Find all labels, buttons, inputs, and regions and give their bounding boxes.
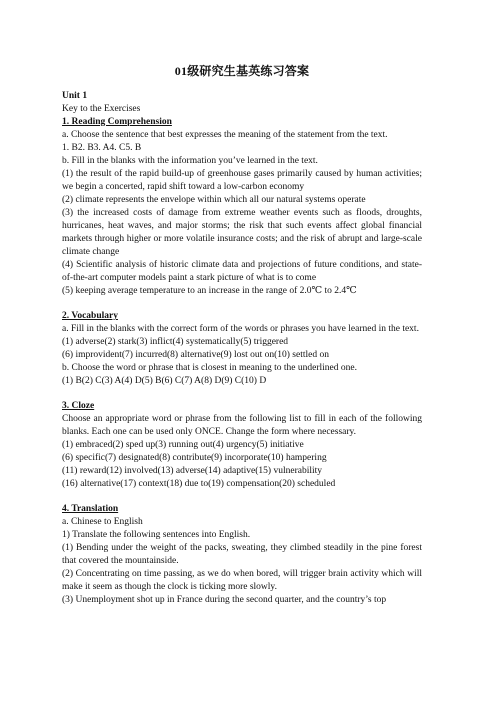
answer-line: (16) alternative(17) context(18) due to(19) compensation(20) scheduled	[62, 479, 336, 489]
section-heading-vocabulary: 2. Vocabulary	[62, 311, 118, 321]
instruction-a: a. Chinese to English	[62, 517, 143, 527]
cloze-instruction: Choose an appropriate word or phrase from the following list to fill in each of the following blanks. Each one can be used only ONCE. Change the form where necessary.	[62, 414, 422, 437]
answer-paragraph: (4) Scientific analysis of historic climate data and projections of future conditions, and state-of-the-art computer models paint a stark picture of what is to come	[62, 260, 422, 283]
unit-heading: Unit 1	[62, 91, 88, 101]
key-label: Key to the Exercises	[62, 104, 141, 114]
answer-line: 1. B2. B3. A4. C5. B	[62, 143, 142, 153]
answer-line: (1) B(2) C(3) A(4) D(5) B(6) C(7) A(8) D(9) C(10) D	[62, 376, 267, 386]
answer-line: (11) reward(12) involved(13) adverse(14) adaptive(15) vulnerability	[62, 466, 323, 476]
spacer	[62, 491, 422, 503]
answer-line: (6) improvident(7) incurred(8) alternative(9) lost out on(10) settled on	[62, 350, 329, 360]
answer-paragraph: (2) climate represents the envelope within which all our natural systems operate	[62, 195, 366, 205]
answer-paragraph: (2) Concentrating on time passing, as we do when bored, will trigger brain activity which will make it seem as though the clock is ticking more slowly.	[62, 569, 422, 592]
answer-paragraph: (1) Bending under the weight of the packs, sweating, they climbed steadily in the pine forest that covered the mountainside.	[62, 543, 422, 566]
spacer	[62, 388, 422, 400]
answer-paragraph: (5) keeping average temperature to an increase in the range of 2.0℃ to 2.4℃	[62, 286, 357, 296]
spacer	[62, 298, 422, 310]
instruction-a: a. Choose the sentence that best expresses the meaning of the statement from the text.	[62, 130, 388, 140]
instruction-b: b. Fill in the blanks with the information you’ve learned in the text.	[62, 156, 318, 166]
translation-instruction: 1) Translate the following sentences into English.	[62, 530, 251, 540]
answer-paragraph: (3) Unemployment shot up in France during the second quarter, and the country’s top	[62, 595, 387, 605]
answer-line: (1) adverse(2) stark(3) inflict(4) systematically(5) triggered	[62, 337, 289, 347]
section-heading-reading: 1. Reading Comprehension	[62, 117, 172, 127]
answer-paragraph: (3) the increased costs of damage from extreme weather events such as floods, droughts, hurricanes, heat waves, and major storms; the risk that such events affect global financial markets through higher or more volatile insurance costs; and the risk of abrupt and large-scale climate change	[62, 208, 422, 257]
section-heading-translation: 4. Translation	[62, 504, 119, 514]
instruction-a: a. Fill in the blanks with the correct form of the words or phrases you have learned in the text.	[62, 324, 419, 334]
answer-line: (6) specific(7) designated(8) contribute(9) incorporate(10) hampering	[62, 453, 327, 463]
instruction-b: b. Choose the word or phrase that is closest in meaning to the underlined one.	[62, 363, 357, 373]
answer-line: (1) embraced(2) sped up(3) running out(4) urgency(5) initiative	[62, 440, 304, 450]
document-title: 01级研究生基英练习答案	[174, 64, 310, 78]
section-heading-cloze: 3. Cloze	[62, 401, 95, 411]
answer-paragraph: (1) the result of the rapid build-up of greenhouse gases primarily caused by human activities; we begin a concerted, rapid shift toward a low-carbon economy	[62, 169, 422, 192]
